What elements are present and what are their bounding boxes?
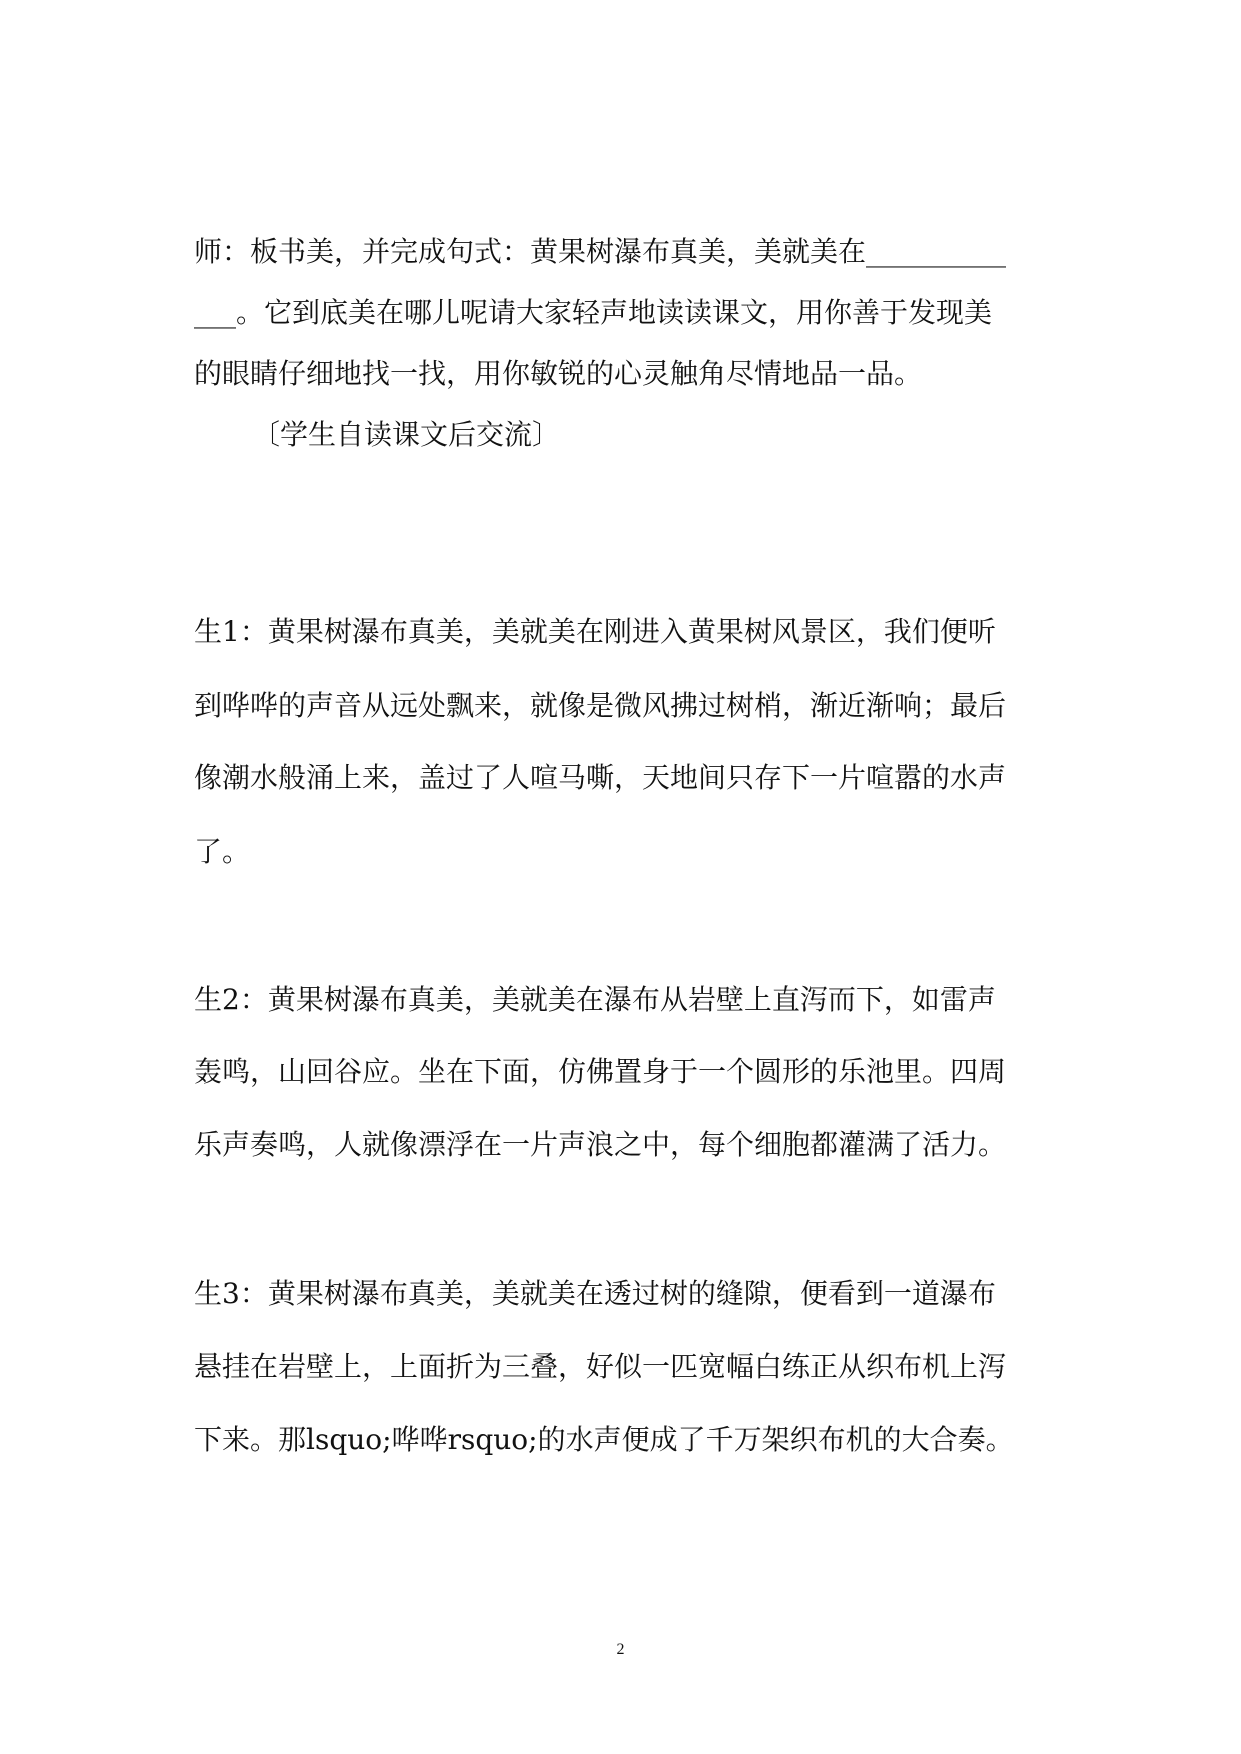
paragraph-1-line-2: ___。它到底美在哪儿呢请大家轻声地读读课文，用你善于发现美 (194, 296, 993, 329)
paragraph-5-line-3: 下来。那lsquo;哗哗rsquo;的水声便成了千万架织布机的大合奏。 (194, 1423, 1014, 1456)
paragraph-3-line-3: 像潮水般涌上来，盖过了人喧马嘶，天地间只存下一片喧嚣的水声 (194, 761, 1007, 794)
paragraph-3-line-1: 生1：黄果树瀑布真美，美就美在刚进入黄果树风景区，我们便听 (194, 615, 996, 648)
paragraph-5-line-1: 生3：黄果树瀑布真美，美就美在透过树的缝隙，便看到一道瀑布 (194, 1277, 996, 1310)
paragraph-4-line-1: 生2：黄果树瀑布真美，美就美在瀑布从岩壁上直泻而下，如雷声 (194, 983, 996, 1016)
page-number: 2 (616, 1641, 625, 1658)
paragraph-3-line-4: 了。 (194, 835, 251, 868)
paragraph-4-line-3: 乐声奏鸣，人就像漂浮在一片声浪之中，每个细胞都灌满了活力。 (194, 1128, 1007, 1161)
paragraph-1-line-1: 师：板书美，并完成句式：黄果树瀑布真美，美就美在__________ (194, 235, 1007, 268)
paragraph-1-line-3: 的眼睛仔细地找一找，用你敏锐的心灵触角尽情地品一品。 (194, 357, 923, 390)
paragraph-2-line-1: 〔学生自读课文后交流〕 (252, 418, 561, 451)
paragraph-3-line-2: 到哗哗的声音从远处飘来，就像是微风拂过树梢，渐近渐响；最后 (194, 689, 1007, 722)
paragraph-4-line-2: 轰鸣，山回谷应。坐在下面，仿佛置身于一个圆形的乐池里。四周 (194, 1055, 1007, 1088)
paragraph-5-line-2: 悬挂在岩壁上，上面折为三叠，好似一匹宽幅白练正从织布机上泻 (194, 1350, 1007, 1383)
